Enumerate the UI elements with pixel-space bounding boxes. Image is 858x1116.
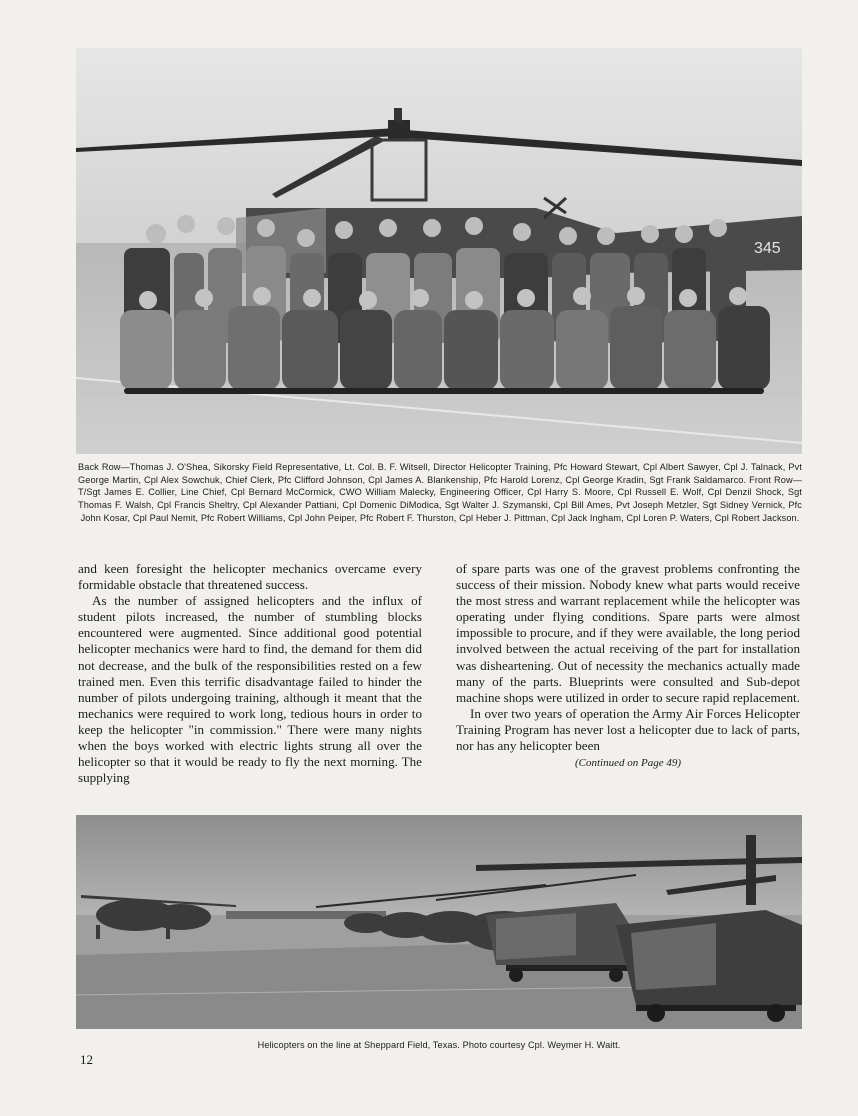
group-photo-caption: Back Row—Thomas J. O'Shea, Sikorsky Field Representative, Lt. Col. B. F. Witsell, Director Helicopter Training, Pfc Howard Stewart, Cpl Albert Sawyer, Cpl J. Talnack, Pvt George Martin, Cpl Alex Sowchuk, Chief Clerk, Pfc Clifford Johnson, Cpl James A. Blankenship, Pfc Harold Lorenz, Cpl George Kradin, Sgt Frank Saldamarco. Front Row—T/Sgt James E. Collier, Line Chief, Cpl Bernard McCormick, CWO William Malecky, Engineering Officer, Cpl Harry S. Moore, Cpl Russell E. Wolf, Cpl Denzil Shock, Sgt Thomas F. Walsh, Cpl Francis Sheltry, Cpl Alexander Pattiani, Cpl Domenic DiModica, Sgt Walter J. Szymanski, Cpl Bill Ames, Pvt Joseph Metzler, Sgt Sidney Vernick, Pfc John Kosar, Cpl Paul Nemit, Pfc Robert Williams, Cpl John Peiper, Pfc Robert F. Thurston, Cpl Heber J. Pittman, Cpl Jack Ingham, Cpl Loren P. Waters, Cpl Robert Jackson.: [78, 462, 802, 523]
article-column-left: [78, 561, 422, 786]
page-number: 12: [80, 1052, 93, 1067]
group-photo-helicopter-mechanics: [76, 48, 802, 454]
helicopters-line-illustration: [76, 815, 802, 1029]
paragraph: and keen foresight the helicopter mechanics overcame every formidable obstacle that threatened success.: [78, 561, 422, 593]
group-photo-illustration: [76, 48, 802, 454]
continued-note: (Continued on Page 49): [574, 757, 681, 770]
helicopters-line-photo: [76, 815, 802, 1029]
aircraft-marking: 345: [754, 240, 781, 257]
paragraph: As the number of assigned helicopters and the influx of student pilots increased, the number of stumbling blocks encountered were augmented. Since additional good potential helicopter mechanics were hard to find, the demand for them did not decrease, and the bulk of the responsibilities rested on a few trained men. Even this terrific disadvantage failed to hinder the number of pilots undergoing training, although it meant that the mechanics were required to work long, tedious hours in order to keep the helicopter "in commission." There were many nights when the boys worked with electric lights strung all over the helicopter so that it would be ready to fly the next morning. The supplying: [78, 593, 422, 786]
article-column-right: [456, 561, 800, 771]
paragraph: In over two years of operation the Army Air Forces Helicopter Training Program has never lost a helicopter due to lack of parts, nor has any helicopter been: [456, 705, 800, 754]
paragraph: of spare parts was one of the gravest problems confronting the success of their mission. Nobody knew what parts would receive the most stress and warrant replacement while the helicopter was operating under flying conditions. Spare parts were almost impossible to procure, and if they were available, the long period involved between the actual receiving of the part for installation was disheartening. Out of necessity the mechanics actually made many of the parts. Blueprints were consulted and Sub-depot machine shops were utilized in order to secure rapid replacement.: [456, 561, 800, 705]
helicopters-photo-caption: Helicopters on the line at Sheppard Field, Texas. Photo courtesy Cpl. Weymer H. Waitt.: [257, 1040, 621, 1050]
